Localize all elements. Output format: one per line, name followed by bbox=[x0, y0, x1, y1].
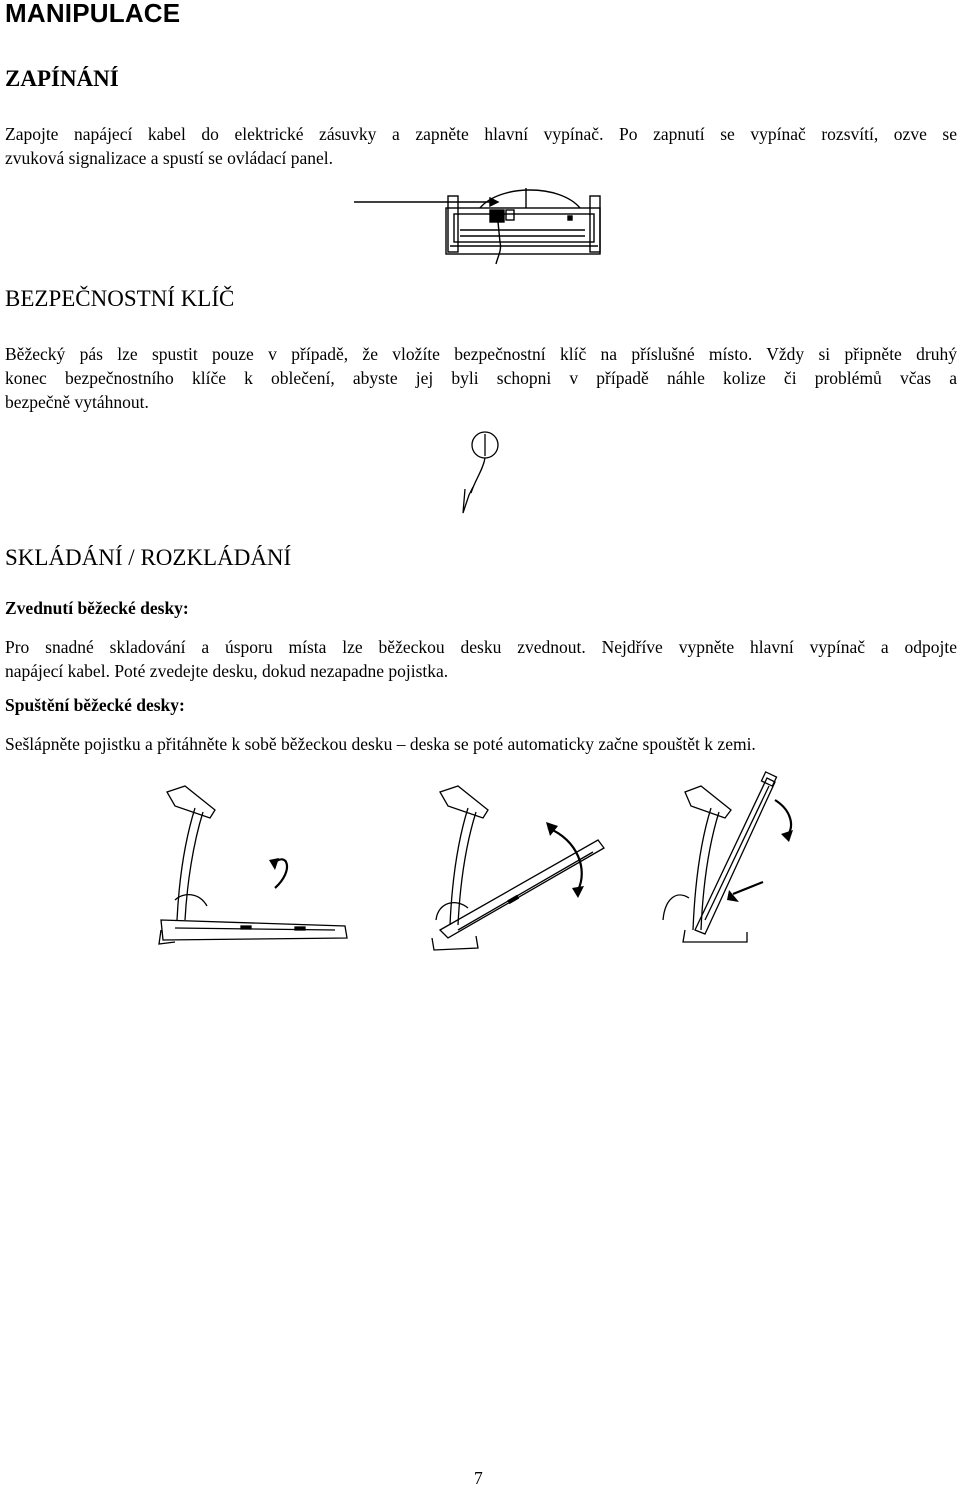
safety-key-paragraph bbox=[5, 342, 957, 414]
raise-paragraph bbox=[5, 635, 957, 683]
power-line-2: zvuková signalizace a spustí se ovládací panel. bbox=[5, 148, 334, 168]
section-title-folding: SKLÁDÁNÍ / ROZKLÁDÁNÍ bbox=[5, 545, 292, 570]
treadmill-flat-illustration bbox=[155, 780, 360, 950]
power-line-1: Zapojte napájecí kabel do elektrické zásuvky a zapněte hlavní vypínač. Po zapnutí se vypínač rozsvítí, ozve se bbox=[5, 124, 957, 144]
safety-key-illustration bbox=[455, 425, 515, 520]
safety-key-line-3: bezpečně vytáhnout. bbox=[5, 392, 149, 412]
page-number: 7 bbox=[474, 1468, 483, 1488]
page-heading: MANIPULACE bbox=[5, 0, 181, 28]
safety-key-line-1: Běžecký pás lze spustit pouze v případě, že vložíte bezpečnostní klíč na příslušné místo. Vždy si připněte druhý bbox=[5, 344, 957, 364]
lower-paragraph bbox=[5, 732, 957, 756]
section-title-power: ZAPÍNÁNÍ bbox=[5, 66, 119, 91]
raise-subtitle: Zvednutí běžecké desky: bbox=[5, 598, 189, 618]
power-paragraph bbox=[5, 122, 957, 170]
power-switch-illustration bbox=[350, 180, 610, 266]
safety-key-line-2: konec bezpečnostního klíče k oblečení, abyste jej byli schopni v případě náhle kolize či problémů včas a bbox=[5, 368, 957, 388]
raise-line-2: napájecí kabel. Poté zvedejte desku, dokud nezapadne pojistka. bbox=[5, 661, 449, 681]
treadmill-half-raised-illustration bbox=[428, 780, 618, 955]
treadmill-folded-illustration bbox=[655, 770, 805, 950]
section-title-safety-key: BEZPEČNOSTNÍ KLÍČ bbox=[5, 286, 235, 311]
lower-subtitle: Spuštění běžecké desky: bbox=[5, 695, 185, 715]
lower-line-1: Sešlápněte pojistku a přitáhněte k sobě běžeckou desku – deska se poté automaticky začne spouštět k zemi. bbox=[5, 734, 756, 754]
raise-line-1: Pro snadné skladování a úsporu místa lze běžeckou desku zvednout. Nejdříve vypněte hlavní vypínač a odpojte bbox=[5, 637, 957, 657]
